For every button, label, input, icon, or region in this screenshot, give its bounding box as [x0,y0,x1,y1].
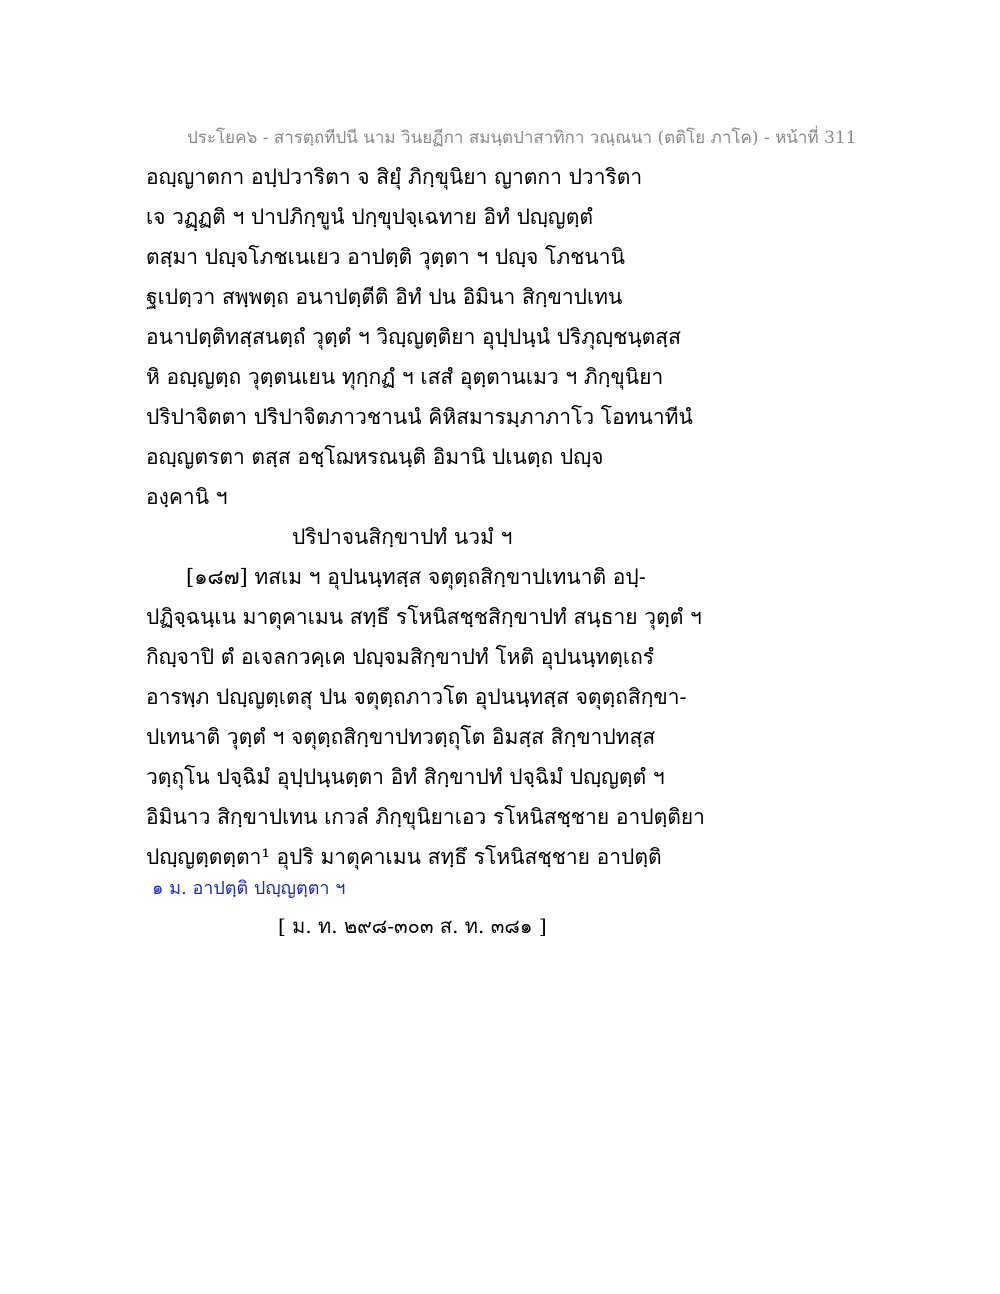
body-text [146,157,706,877]
paragraph-line: ปญฺญตฺตตฺตา¹ อุปริ มาตุคาเมน สทฺธึ รโหนิสชฺชาย อาปตฺติ [146,845,662,869]
paragraph-line: ปฏิจฺฉนฺเน มาตุคาเมน สทฺธึ รโหนิสชฺชสิกฺขาปทํ สนฺธาย วุตฺตํ ฯ [146,605,702,629]
page-reference: [ ม. ท. ๒๙๘-๓๐๓ ส. ท. ๓๘๑ ] [278,914,547,938]
paragraph-line: ฐเปตฺวา สพฺพตฺถ อนาปตฺตีติ อิทํ ปน อิมินา สิกฺขาปเทน [146,285,623,309]
paragraph-line: อญฺญตรตา ตสฺส อชฺโฌหรณนฺติ อิมานิ ปเนตฺถ ปญฺจ [146,445,604,469]
paragraph-line: เจ วฏฺฏติ ฯ ปาปภิกฺขูนํ ปกฺขุปจฺเฉทาย อิทํ ปญฺญตฺตํ [146,205,593,229]
paragraph-line: อนาปตฺติทสฺสนตฺถํ วุตฺตํ ฯ วิญฺญตฺติยา อุปฺปนฺนํ ปริภุญฺชนฺตสฺส [146,325,681,349]
paragraph-line: องฺคานิ ฯ [146,485,228,509]
paragraph-line: ปเทนาติ วุตฺตํ ฯ จตุตฺถสิกฺขาปทวตฺถุโต อิมสฺส สิกฺขาปทสฺส [146,725,656,749]
paragraph-line: ปริปาจิตตา ปริปาจิตภาวชานนํ คิหิสมารมฺภาภาโว โอทนาทีนํ [146,405,693,429]
paragraph-line: อิมินาว สิกฺขาปเทน เกวลํ ภิกฺขุนิยาเอว รโหนิสชฺชาย อาปตฺติยา [146,805,705,829]
page-header: ประโยค๖ - สารตฺถทีปนี นาม วินยฏีกา สมนฺตปาสาทิกา วณฺณนา (ตติโย ภาโค) - หน้าที่ 311 [187,128,857,148]
paragraph-line: วตฺถุโน ปจฺฉิมํ อุปฺปนฺนตฺตา อิทํ สิกฺขาปทํ ปจฺฉิมํ ปญฺญตฺตํ ฯ [146,765,665,789]
paragraph-line: หิ อญฺญตฺถ วุตฺตนเยน ทุกฺกฏํ ฯ เสสํ อุตฺตานเมว ฯ ภิกฺขุนิยา [146,365,664,389]
section-title: ปริปาจนสิกฺขาปทํ นวมํ ฯ [292,525,513,549]
paragraph-line: อารพฺภ ปญฺญตฺเตสุ ปน จตุตฺถภาวโต อุปนนฺทสฺส จตุตฺถสิกฺขา- [146,685,687,709]
paragraph-line: ตสฺมา ปญฺจโภชเนเยว อาปตฺติ วุตฺตา ฯ ปญฺจ โภชนานิ [146,245,625,269]
footnote: ๑ ม. อาปตฺติ ปญฺญตฺตา ฯ [152,878,346,899]
paragraph-line: [๑๘๗] ทสเม ฯ อุปนนฺทสฺส จตุตฺถสิกฺขาปเทนาติ อปฺ- [186,565,646,589]
paragraph-line: อญฺญาตกา อปฺปวาริตา จ สิยุํ ภิกฺขุนิยา ญาตกา ปวาริตา [146,165,643,189]
paragraph-line: กิญฺจาปิ ตํ อเจลกวคฺเค ปญฺจมสิกฺขาปทํ โหติ อุปนนฺทตฺเถรํ [146,645,655,669]
